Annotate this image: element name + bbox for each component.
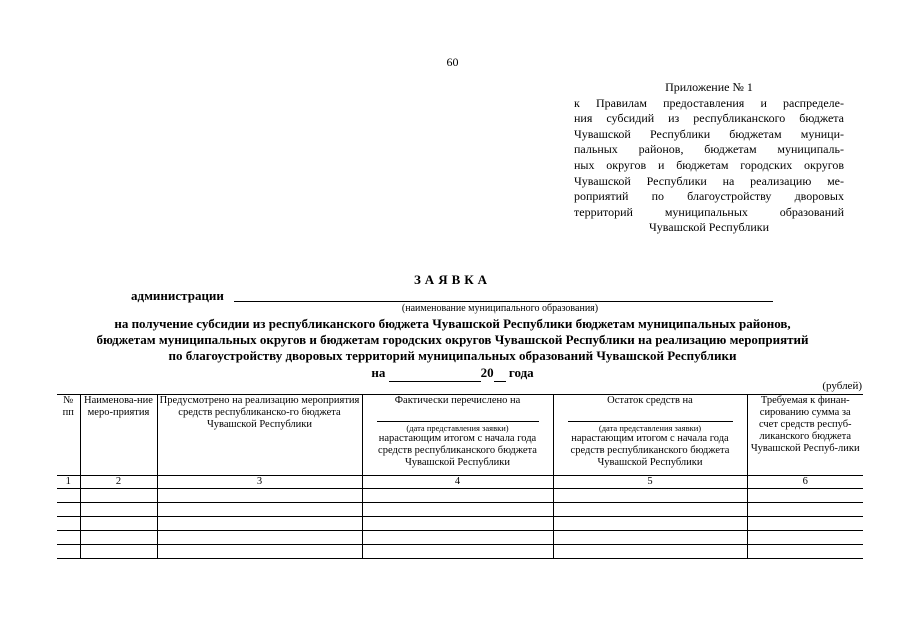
table-cell[interactable] [747, 545, 863, 559]
appendix-line: Чувашской Республики на реализацию ме- [574, 173, 844, 188]
table-cell[interactable] [553, 503, 747, 517]
table-cell[interactable] [362, 489, 553, 503]
year-prefix: 20 [480, 365, 494, 380]
table-cell[interactable] [57, 545, 80, 559]
header-transferred [362, 395, 553, 476]
table-number-row [57, 476, 863, 489]
table-cell[interactable] [157, 489, 362, 503]
table-cell[interactable] [362, 503, 553, 517]
table-cell[interactable] [362, 531, 553, 545]
subject-block [0, 316, 905, 364]
appendix-title: Приложение № 1 [665, 80, 753, 94]
subject-line: по благоустройству дворовых территорий муниципальных образований Чувашской Республики [168, 348, 737, 363]
table-row[interactable] [57, 503, 863, 517]
table-cell[interactable] [157, 503, 362, 517]
table-cell[interactable] [747, 531, 863, 545]
appendix-line: к Правилам предоставления и распределе- [574, 95, 844, 110]
admin-hint: (наименование муниципального образования) [401, 303, 599, 314]
table-cell[interactable] [747, 489, 863, 503]
table-cell[interactable] [57, 503, 80, 517]
table-cell[interactable] [57, 517, 80, 531]
column-number: 5 [553, 476, 747, 489]
appendix-block [574, 80, 844, 236]
subject-line: бюджетам муниципальных округов и бюджетам городских округов Чувашской Республики на реализацию мероприятий [96, 332, 809, 347]
table-cell[interactable] [553, 489, 747, 503]
transferred-date-hint: (дата представления заявки) [406, 423, 509, 433]
table-cell[interactable] [362, 545, 553, 559]
table-cell[interactable] [747, 517, 863, 531]
column-number: 3 [157, 476, 362, 489]
appendix-line: территорий муниципальных образований [574, 204, 844, 219]
table-cell[interactable] [80, 517, 157, 531]
table-row[interactable] [57, 517, 863, 531]
table-cell[interactable] [553, 517, 747, 531]
units-label: (рублей) [822, 380, 862, 392]
table-cell[interactable] [553, 545, 747, 559]
balance-date-hint: (дата представления заявки) [598, 423, 702, 433]
table-cell[interactable] [157, 517, 362, 531]
table-cell[interactable] [157, 531, 362, 545]
subject-line: на получение субсидии из республиканского бюджета Чувашской Республики бюджетам муниципальных районов, [114, 316, 791, 331]
appendix-line: пальных районов, бюджетам муниципаль- [574, 142, 844, 157]
year-field[interactable] [494, 365, 506, 382]
appendix-line: роприятий по благоустройству дворовых [574, 189, 844, 204]
table-cell[interactable] [80, 531, 157, 545]
admin-row [131, 288, 773, 304]
header-transferred-text: нарастающим итогом с начала года средств республиканского бюджета Чувашской Республики [378, 433, 537, 468]
appendix-line: ния субсидий из республиканского бюджета [574, 111, 844, 126]
admin-name-field[interactable] [234, 301, 773, 302]
date-field[interactable] [389, 365, 481, 382]
header-balance-text: нарастающим итогом с начала года средств республиканского бюджета Чувашской Республики [570, 433, 730, 468]
table-row[interactable] [57, 489, 863, 503]
table-cell[interactable] [157, 545, 362, 559]
page-number: 60 [446, 55, 459, 69]
header-balance [553, 395, 747, 476]
table-cell[interactable] [57, 489, 80, 503]
balance-date-field[interactable] [568, 421, 733, 422]
table-cell[interactable] [80, 503, 157, 517]
column-number: 4 [362, 476, 553, 489]
transferred-date-field[interactable] [377, 421, 539, 422]
table-row[interactable] [57, 545, 863, 559]
header-number: № пп [57, 395, 80, 476]
table-cell[interactable] [80, 545, 157, 559]
column-number: 6 [747, 476, 863, 489]
table-cell[interactable] [80, 489, 157, 503]
header-transferred-title: Фактически перечислено на [394, 395, 521, 406]
header-required: Требуемая к финан-сированию сумма за счет средств респуб-ликанского бюджета Чувашской Респуб-лики [747, 395, 863, 476]
appendix-line: Чувашской Республики бюджетам муници- [574, 126, 844, 141]
header-planned: Предусмотрено на реализацию мероприятия средств республиканско-го бюджета Чувашской Республики [157, 395, 362, 476]
document-heading: ЗАЯВКА [413, 272, 492, 287]
table-header-row [57, 395, 863, 476]
date-suffix: года [508, 365, 534, 380]
table-cell[interactable] [362, 517, 553, 531]
date-row [0, 365, 905, 382]
request-table [57, 394, 863, 559]
appendix-line-last: Чувашской Республики [648, 220, 770, 235]
header-name: Наименова-ние меро-приятия [80, 395, 157, 476]
column-number: 2 [80, 476, 157, 489]
date-prefix: на [371, 365, 386, 380]
appendix-line: ных округов и бюджетам городских округов [574, 157, 844, 172]
table-cell[interactable] [57, 531, 80, 545]
table-row[interactable] [57, 531, 863, 545]
admin-label: администрации [131, 288, 224, 303]
column-number: 1 [57, 476, 80, 489]
table-cell[interactable] [553, 531, 747, 545]
table-cell[interactable] [747, 503, 863, 517]
header-balance-title: Остаток средств на [607, 395, 693, 406]
